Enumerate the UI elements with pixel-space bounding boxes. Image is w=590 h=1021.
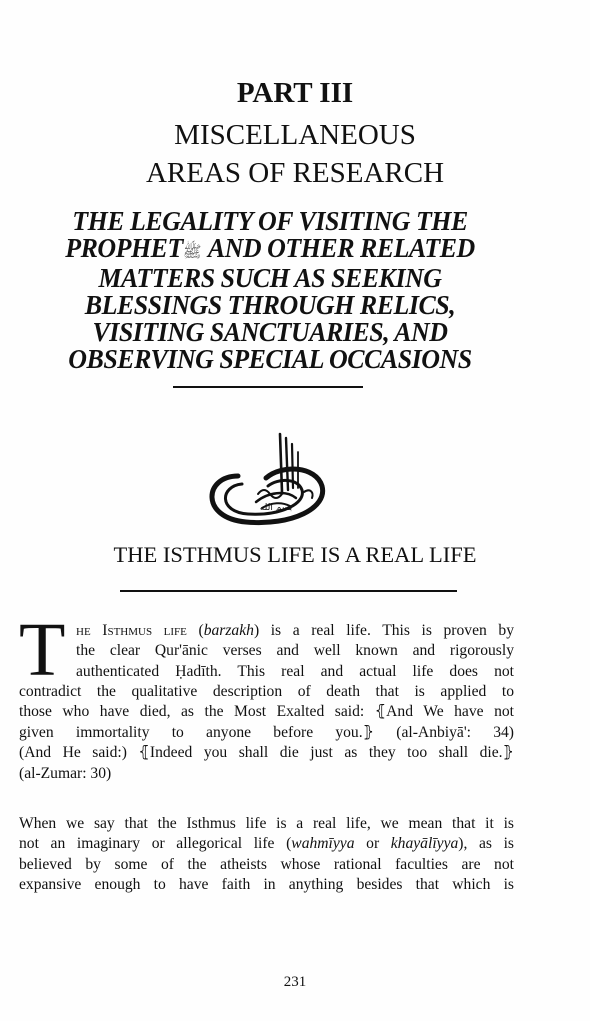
chapter-title-line: MATTERS SUCH AS SEEKING	[98, 263, 442, 293]
part-heading: PART III	[236, 77, 354, 109]
paragraph-indented	[76, 621, 514, 682]
arabic-calligraphy-ornament-icon	[196, 432, 336, 528]
text-run: or	[354, 835, 391, 853]
text-line: (al-Zumar: 30)	[19, 764, 112, 782]
italic-term: barzakh	[203, 622, 254, 639]
text-line: (And He said:) ⦃Indeed you shall die just as they too shall die.⦄	[19, 744, 514, 762]
chapter-title-line: THE LEGALITY OF VISITING THE	[72, 206, 468, 236]
section-heading	[0, 116, 590, 192]
text-line: the clear Qur'ānic verses and well known and rigorously	[76, 642, 514, 660]
subsection-title: THE ISTHMUS LIFE IS A REAL LIFE	[113, 542, 477, 567]
text-run: ), as is	[458, 835, 514, 853]
section-heading-line: AREAS OF RESEARCH	[145, 157, 445, 189]
text-line: expansive enough to have faith in anything besides that which is	[19, 876, 514, 894]
chapter-title-text: PROPHET	[65, 233, 183, 263]
chapter-title-line: OBSERVING SPECIAL OCCASIONS	[68, 344, 472, 374]
text-run: ) is a real life. This is proven by	[253, 622, 514, 639]
divider-rule	[120, 590, 457, 592]
divider-rule	[173, 386, 363, 388]
honorific-glyph: ﷺ	[182, 242, 202, 261]
text-line: contradict the qualitative description of death that is applied to	[19, 683, 514, 700]
page-number: 231	[283, 974, 307, 990]
chapter-title-line	[11, 235, 529, 265]
svg-text:بسم الله: بسم الله	[259, 503, 293, 513]
italic-term: wahmīyya	[291, 835, 355, 853]
text-run: (	[186, 622, 204, 639]
small-caps-text: he Isthmus life	[76, 622, 187, 639]
paragraph-body	[19, 682, 514, 784]
text-run: not an imaginary or allegorical life (	[19, 835, 292, 853]
text-line: given immortality to anyone before you.⦄ (al-Anbiyā': 34)	[19, 723, 514, 741]
text-line	[19, 834, 514, 854]
chapter-title-text: AND OTHER RELATED	[201, 233, 475, 263]
chapter-title-line: BLESSINGS THROUGH RELICS,	[84, 290, 456, 320]
paragraph-body	[19, 814, 514, 896]
text-line	[76, 621, 514, 641]
chapter-title	[11, 208, 529, 373]
chapter-title-line: VISITING SANCTUARIES, AND	[92, 317, 448, 347]
italic-term: khayālīyya	[390, 835, 459, 853]
text-line: those who have died, as the Most Exalted said: ⦃And We have not	[19, 703, 514, 721]
section-heading-line: MISCELLANEOUS	[174, 119, 416, 151]
text-line: believed by some of the atheists whose rational faculties are not	[19, 855, 514, 873]
text-line: When we say that the Isthmus life is a real life, we mean that it is	[19, 815, 514, 832]
drop-cap: T	[19, 608, 66, 692]
text-line: authenticated Ḥadīth. This real and actual life does not	[76, 662, 514, 680]
